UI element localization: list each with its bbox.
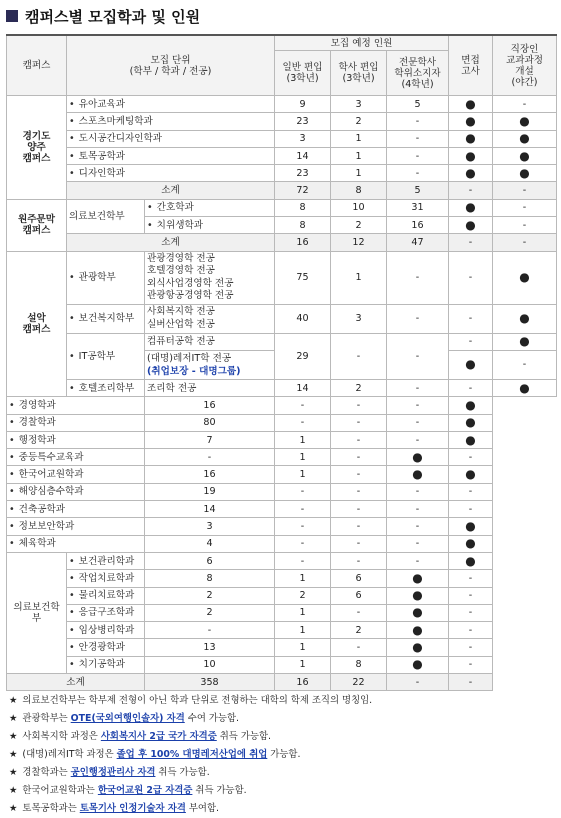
interview-mark: ●: [387, 570, 449, 587]
note-emphasis: 토목기사 인정기술자 자격: [79, 803, 186, 814]
table-row: [7, 199, 557, 216]
general-count: 8: [275, 217, 331, 234]
header-bachelor-line2: (3학년): [342, 73, 375, 84]
evening-mark: -: [449, 570, 493, 587]
general-count: -: [145, 622, 275, 639]
bachelor-count: 2: [331, 379, 387, 396]
note-text: 관광학부는: [22, 713, 71, 724]
admissions-table-wrap: [6, 34, 556, 691]
evening-mark: -: [493, 350, 557, 379]
evening-mark: ●: [493, 251, 557, 304]
header-unit-line1: 모집 단위: [150, 54, 191, 66]
note-text-end: 수여 가능함.: [184, 713, 240, 724]
header-assoc-line2: 학위소지자: [394, 67, 441, 79]
note-emphasis: 졸업 후 100% 대명레저산업에 취업: [116, 749, 268, 760]
associate-count: -: [331, 449, 387, 466]
header-interview: [449, 35, 493, 96]
evening-mark: ●: [493, 113, 557, 130]
dept-name: • 임상병리학과: [67, 622, 145, 639]
bachelor-count: -: [275, 397, 331, 414]
interview-mark: ●: [387, 466, 449, 483]
dept-name: • 행정학과: [7, 431, 145, 448]
associate-count: -: [331, 414, 387, 431]
evening-mark: -: [449, 622, 493, 639]
header-unit: [67, 35, 275, 96]
bachelor-count: 1: [331, 130, 387, 147]
associate-count: 6: [331, 587, 387, 604]
table-row: [7, 604, 557, 621]
bachelor-count: 1: [331, 165, 387, 182]
dept-group-name: • IT공학부: [67, 333, 145, 379]
general-count: 7: [145, 431, 275, 448]
dept-name: • 작업치료학과: [67, 570, 145, 587]
associate-count: 47: [387, 234, 449, 251]
bachelor-count: 12: [331, 234, 387, 251]
bachelor-count: 1: [275, 656, 331, 673]
evening-mark: -: [449, 639, 493, 656]
note-item: [9, 710, 557, 728]
associate-count: 5: [387, 182, 449, 199]
dept-name: • 도시공간디자인학과: [67, 130, 275, 147]
table-row: [7, 518, 557, 535]
evening-mark: -: [493, 217, 557, 234]
table-row: [7, 130, 557, 147]
subtotal-label: 소계: [7, 674, 145, 691]
star-icon: ★: [9, 731, 18, 742]
evening-mark: -: [493, 199, 557, 216]
evening-mark: ●: [449, 414, 493, 431]
subtotal-row: [7, 234, 557, 251]
table-row: [7, 552, 557, 569]
interview-mark: ●: [449, 217, 493, 234]
subtotal-label: 소계: [67, 182, 275, 199]
associate-count: 5: [387, 96, 449, 113]
general-count: 13: [145, 639, 275, 656]
header-evening-line1: 직장인: [510, 43, 539, 55]
note-item: [9, 782, 557, 800]
header-general-line1: 일반 편입: [282, 62, 323, 73]
table-row: [7, 379, 557, 396]
dept-name: • 보건관리학과: [67, 552, 145, 569]
header-interview-line2: 고사: [461, 65, 480, 77]
note-emphasis: 공인행정관리사 자격: [70, 767, 156, 778]
interview-mark: -: [449, 182, 493, 199]
table-row: [7, 587, 557, 604]
header-campus: 캠퍼스: [7, 35, 67, 96]
campus-wonju: [7, 199, 67, 251]
note-emphasis: OTE(국외여행인솔자) 자격: [70, 713, 185, 724]
dept-group-name: • 관광학부: [67, 251, 145, 304]
general-count: 8: [275, 199, 331, 216]
interview-mark: -: [387, 518, 449, 535]
general-count: 29: [275, 333, 331, 379]
page-title-text: 캠퍼스별 모집학과 및 인원: [25, 7, 201, 26]
evening-mark: -: [449, 587, 493, 604]
general-count: 2: [145, 587, 275, 604]
general-count: 8: [145, 570, 275, 587]
note-text-end: 취득 가능함.: [155, 767, 210, 778]
header-bachelor-line1: 학사 편입: [338, 62, 379, 73]
note-text-end: 취득 가능함.: [192, 785, 247, 796]
campus-seorak-line2: 캠퍼스: [22, 323, 51, 335]
note-text-end: 취득 가능함.: [216, 731, 271, 742]
interview-mark: ●: [387, 449, 449, 466]
subtotal-row: [7, 182, 557, 199]
bachelor-count: -: [275, 501, 331, 518]
note-item: [9, 800, 557, 818]
header-associate: [387, 51, 449, 96]
evening-mark: ●: [449, 397, 493, 414]
interview-mark: -: [449, 251, 493, 304]
bachelor-count: 2: [331, 113, 387, 130]
associate-count: -: [331, 535, 387, 552]
bachelor-count: -: [331, 333, 387, 379]
major-cell: [145, 350, 275, 379]
note-text: 한국어교원학과는: [22, 785, 98, 796]
bachelor-count: 1: [275, 639, 331, 656]
dept-name: • 체육학과: [7, 535, 145, 552]
interview-mark: ●: [449, 199, 493, 216]
major-list: 사회복지학 전공 실버산업학 전공: [145, 304, 275, 333]
associate-count: -: [387, 379, 449, 396]
note-emphasis: 한국어교원 2급 자격증: [97, 785, 193, 796]
general-count: -: [145, 449, 275, 466]
general-count: 72: [275, 182, 331, 199]
associate-count: 2: [331, 622, 387, 639]
dept-name: • 디자인학과: [67, 165, 275, 182]
subtotal-label: 소계: [67, 234, 275, 251]
dept-name: • 스포츠마케팅학과: [67, 113, 275, 130]
table-row: [7, 483, 557, 500]
header-general: [275, 51, 331, 96]
general-count: 14: [275, 379, 331, 396]
general-count: 16: [145, 466, 275, 483]
associate-count: 6: [331, 570, 387, 587]
note-emphasis: 사회복지사 2급 국가 자격증: [100, 731, 217, 742]
general-count: 2: [145, 604, 275, 621]
interview-mark: ●: [387, 656, 449, 673]
evening-mark: -: [449, 449, 493, 466]
table-row: [7, 304, 557, 333]
bachelor-count: 1: [331, 251, 387, 304]
table-row: [7, 414, 557, 431]
interview-mark: ●: [387, 622, 449, 639]
dept-name: • 치위생학과: [145, 217, 275, 234]
header-assoc-line3: (4학년): [401, 78, 434, 90]
note-item: [9, 728, 557, 746]
associate-count: -: [331, 397, 387, 414]
general-count: 80: [145, 414, 275, 431]
table-row: [7, 535, 557, 552]
dept-name: • 중등특수교육과: [7, 449, 145, 466]
bachelor-count: 3: [331, 96, 387, 113]
subtotal-row: [7, 674, 557, 691]
interview-mark: ●: [387, 604, 449, 621]
note-text: 토목공학과는: [22, 803, 80, 814]
interview-mark: ●: [449, 130, 493, 147]
evening-mark: -: [449, 604, 493, 621]
associate-count: -: [331, 431, 387, 448]
header-assoc-line1: 전문학사: [398, 56, 437, 68]
table-row: [7, 251, 557, 304]
page-title: [6, 5, 200, 27]
general-count: 6: [145, 552, 275, 569]
evening-mark: ●: [493, 165, 557, 182]
campus-yangju-line2: 양주: [27, 141, 46, 153]
associate-count: -: [387, 304, 449, 333]
bachelor-count: 1: [275, 466, 331, 483]
evening-mark: -: [449, 656, 493, 673]
note-text: (대명)레저IT학 과정은: [22, 749, 117, 760]
general-count: 14: [275, 147, 331, 164]
bachelor-count: 3: [331, 304, 387, 333]
general-count: 40: [275, 304, 331, 333]
interview-mark: -: [449, 379, 493, 396]
note-text: 의료보건학부는 학부제 전형이 아닌 학과 단위로 전형하는 대학의 학제 조직의 명칭임.: [22, 695, 373, 706]
associate-count: -: [387, 165, 449, 182]
interview-mark: ●: [449, 165, 493, 182]
interview-mark: -: [449, 333, 493, 350]
general-count: 9: [275, 96, 331, 113]
table-row: [7, 639, 557, 656]
header-expected: 모집 예정 인원: [275, 35, 449, 51]
associate-count: -: [331, 552, 387, 569]
evening-mark: -: [449, 674, 493, 691]
table-row: [7, 113, 557, 130]
associate-count: -: [387, 333, 449, 379]
table-row: [7, 466, 557, 483]
interview-mark: -: [449, 304, 493, 333]
associate-count: -: [387, 130, 449, 147]
dept-name: • 안경광학과: [67, 639, 145, 656]
dept-group-name: • 호텔조리학부: [67, 379, 145, 396]
bachelor-count: 1: [275, 604, 331, 621]
evening-mark: -: [493, 96, 557, 113]
major-list: 관광경영학 전공 호텔경영학 전공 외식사업경영학 전공 관광항공경영학 전공: [145, 251, 275, 304]
general-count: 3: [275, 130, 331, 147]
campus-wonju-line1: 원주문막: [17, 214, 56, 226]
dept-group-name: • 보건복지학부: [67, 304, 145, 333]
interview-mark: ●: [449, 147, 493, 164]
bachelor-count: 2: [275, 587, 331, 604]
star-icon: ★: [9, 803, 18, 814]
evening-mark: -: [493, 234, 557, 251]
table-row: [7, 570, 557, 587]
bachelor-count: 1: [275, 622, 331, 639]
associate-count: -: [387, 147, 449, 164]
header-evening-line3: 개설: [515, 65, 534, 77]
associate-count: 16: [387, 217, 449, 234]
header-evening: [493, 35, 557, 96]
dept-name: • 응급구조학과: [67, 604, 145, 621]
star-icon: ★: [9, 749, 18, 760]
dept-name: • 정보보안학과: [7, 518, 145, 535]
campus-seorak: [7, 251, 67, 397]
evening-mark: ●: [493, 130, 557, 147]
bachelor-count: -: [275, 552, 331, 569]
note-text-end: 부여함.: [185, 803, 220, 814]
table-row: [7, 96, 557, 113]
interview-mark: ●: [449, 350, 493, 379]
general-count: 23: [275, 113, 331, 130]
evening-mark: -: [493, 182, 557, 199]
bachelor-count: -: [275, 414, 331, 431]
interview-mark: -: [387, 535, 449, 552]
bachelor-count: -: [275, 518, 331, 535]
table-row: [7, 449, 557, 466]
table-row: [7, 147, 557, 164]
note-item: [9, 692, 557, 710]
dept-name: • 경찰학과: [7, 414, 145, 431]
interview-mark: -: [387, 674, 449, 691]
interview-mark: -: [387, 552, 449, 569]
header-evening-line2: 교과과정: [505, 54, 544, 66]
evening-mark: ●: [493, 379, 557, 396]
general-count: 14: [145, 501, 275, 518]
general-count: 23: [275, 165, 331, 182]
dept-group-name: 의료보건학부: [67, 199, 145, 234]
associate-count: -: [331, 501, 387, 518]
evening-mark: ●: [493, 304, 557, 333]
table-row: [7, 397, 557, 414]
header-bachelor: [331, 51, 387, 96]
note-item: [9, 764, 557, 782]
associate-count: -: [331, 604, 387, 621]
star-icon: ★: [9, 785, 18, 796]
bachelor-count: 1: [275, 570, 331, 587]
evening-mark: -: [449, 483, 493, 500]
evening-mark: ●: [493, 333, 557, 350]
evening-mark: ●: [449, 552, 493, 569]
general-count: 75: [275, 251, 331, 304]
interview-mark: -: [387, 431, 449, 448]
dept-name: • 유아교육과: [67, 96, 275, 113]
dept-name: • 한국어교원학과: [7, 466, 145, 483]
bachelor-count: 2: [331, 217, 387, 234]
header-general-line2: (3학년): [286, 73, 319, 84]
interview-mark: -: [449, 234, 493, 251]
associate-count: 31: [387, 199, 449, 216]
star-icon: ★: [9, 767, 18, 778]
header-evening-line4: (야간): [511, 76, 538, 88]
evening-mark: ●: [449, 518, 493, 535]
interview-mark: -: [387, 501, 449, 518]
bachelor-count: 1: [331, 147, 387, 164]
general-count: 358: [145, 674, 275, 691]
bachelor-count: 1: [275, 449, 331, 466]
note-text-end: 가능함.: [267, 749, 301, 760]
bachelor-count: -: [275, 535, 331, 552]
note-text: 사회복지학 과정은: [22, 731, 101, 742]
general-count: 10: [145, 656, 275, 673]
evening-mark: ●: [449, 431, 493, 448]
campus-seorak-line1: 설악: [27, 312, 46, 324]
admissions-table: [6, 34, 557, 691]
evening-mark: ●: [493, 147, 557, 164]
general-count: 16: [275, 234, 331, 251]
table-row: [7, 431, 557, 448]
star-icon: ★: [9, 713, 18, 724]
evening-mark: -: [449, 501, 493, 518]
interview-mark: ●: [449, 113, 493, 130]
interview-mark: ●: [387, 639, 449, 656]
major-name: (대명)레저IT학 전공: [147, 352, 232, 364]
interview-mark: -: [387, 397, 449, 414]
associate-count: -: [331, 518, 387, 535]
bachelor-count: 8: [331, 182, 387, 199]
header-interview-line1: 면접: [461, 54, 480, 66]
interview-mark: -: [387, 483, 449, 500]
star-icon: ★: [9, 695, 18, 706]
general-count: 16: [145, 397, 275, 414]
associate-count: -: [387, 113, 449, 130]
associate-count: 8: [331, 656, 387, 673]
associate-count: -: [387, 251, 449, 304]
note-item: [9, 746, 557, 764]
square-bullet-icon: [6, 10, 18, 22]
major-name: 컴퓨터공학 전공: [145, 333, 275, 350]
note-text: 경찰학과는: [22, 767, 71, 778]
dept-name: • 건축공학과: [7, 501, 145, 518]
campus-yangju-line1: 경기도: [22, 130, 51, 142]
interview-mark: ●: [387, 587, 449, 604]
general-count: 4: [145, 535, 275, 552]
associate-count: -: [331, 483, 387, 500]
campus-yangju: [7, 96, 67, 200]
associate-count: 22: [331, 674, 387, 691]
campus-yangju-line3: 캠퍼스: [22, 152, 51, 164]
bachelor-count: 1: [275, 431, 331, 448]
dept-name: • 토목공학과: [67, 147, 275, 164]
header-unit-line2: (학부 / 학과 / 전공): [129, 65, 212, 77]
table-row: [7, 165, 557, 182]
dept-name: • 해양심층수학과: [7, 483, 145, 500]
bachelor-count: 16: [275, 674, 331, 691]
dept-name: • 치기공학과: [67, 656, 145, 673]
table-row: [7, 501, 557, 518]
notes-list: [9, 692, 557, 818]
associate-count: -: [331, 639, 387, 656]
major-note: (취업보장 - 대명그룹): [147, 365, 241, 377]
evening-mark: ●: [449, 466, 493, 483]
bachelor-count: 10: [331, 199, 387, 216]
dept-group-name: 의료보건학부: [7, 552, 67, 673]
general-count: 19: [145, 483, 275, 500]
general-count: 3: [145, 518, 275, 535]
table-row: [7, 622, 557, 639]
campus-wonju-line2: 캠퍼스: [22, 225, 51, 237]
dept-name: • 경영학과: [7, 397, 145, 414]
major-name: 조리학 전공: [145, 379, 275, 396]
interview-mark: ●: [449, 96, 493, 113]
table-row: [7, 333, 557, 350]
bachelor-count: -: [275, 483, 331, 500]
dept-name: • 간호학과: [145, 199, 275, 216]
interview-mark: -: [387, 414, 449, 431]
table-row: [7, 656, 557, 673]
associate-count: -: [331, 466, 387, 483]
dept-name: • 물리치료학과: [67, 587, 145, 604]
evening-mark: ●: [449, 535, 493, 552]
